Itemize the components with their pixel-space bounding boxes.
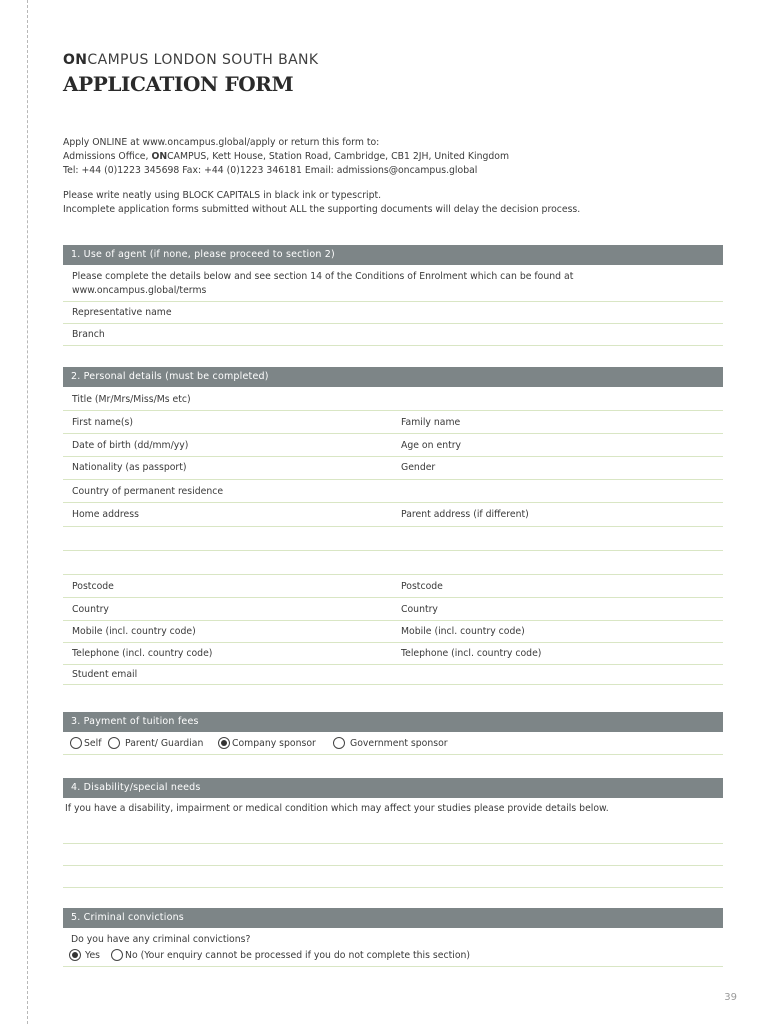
telephone-left-label: Telephone (incl. country code)	[72, 648, 213, 659]
section-5-header: 5. Criminal convictions	[63, 908, 723, 928]
intro-warning: Incomplete application forms submitted without ALL the supporting documents will delay the decision process.	[63, 204, 581, 215]
mobile-left-label: Mobile (incl. country code)	[72, 626, 196, 637]
mobile-row[interactable]	[63, 621, 723, 643]
radio-button-icon[interactable]	[108, 737, 120, 749]
age-label: Age on entry	[401, 440, 462, 451]
section-1-note-link[interactable]: www.oncampus.global/terms	[72, 285, 207, 296]
section-4-header: 4. Disability/special needs	[63, 778, 723, 798]
payment-option-government-sponsor[interactable]: Government sponsor	[333, 737, 448, 749]
section-1-note-line1: Please complete the details below and see section 14 of the Conditions of Enrolment which can be found at	[72, 271, 574, 282]
address-line-3[interactable]	[63, 551, 723, 575]
nationality-label: Nationality (as passport)	[72, 462, 187, 473]
branch-label: Branch	[72, 329, 105, 340]
country-left-label: Country	[72, 604, 109, 615]
payment-option-self[interactable]: Self	[70, 737, 101, 749]
gender-label: Gender	[401, 462, 436, 473]
name-row[interactable]	[63, 411, 723, 434]
payment-option-parent-guardian[interactable]: Parent/ Guardian	[108, 737, 203, 749]
intro-contact: Tel: +44 (0)1223 345698 Fax: +44 (0)1223 346181 Email: admissions@oncampus.global	[63, 165, 478, 176]
title-field[interactable]	[63, 388, 723, 411]
nationality-row[interactable]	[63, 457, 723, 480]
payment-option-company-sponsor[interactable]: Company sponsor	[218, 737, 316, 749]
intro-instructions: Please write neatly using BLOCK CAPITALS in black ink or typescript.	[63, 190, 382, 201]
student-email-label: Student email	[72, 669, 138, 680]
country-right-label: Country	[401, 604, 438, 615]
mobile-right-label: Mobile (incl. country code)	[401, 626, 525, 637]
convictions-option-yes[interactable]: Yes	[69, 949, 100, 961]
tuition-payment-options	[63, 733, 723, 755]
postcode-left-label: Postcode	[72, 581, 114, 592]
postcode-right-label: Postcode	[401, 581, 443, 592]
address-line-2[interactable]	[63, 527, 723, 551]
section-1-header: 1. Use of agent (if none, please proceed to section 2)	[63, 245, 723, 265]
first-name-label: First name(s)	[72, 417, 133, 428]
section-2-header: 2. Personal details (must be completed)	[63, 367, 723, 387]
address-row[interactable]	[63, 503, 723, 527]
criminal-convictions-question: Do you have any criminal convictions?	[71, 934, 251, 945]
branch-field[interactable]	[63, 324, 723, 346]
section-3-header: 3. Payment of tuition fees	[63, 712, 723, 732]
dob-label: Date of birth (dd/mm/yy)	[72, 440, 189, 451]
radio-button-selected-icon[interactable]	[218, 737, 230, 749]
representative-name-field[interactable]	[63, 302, 723, 324]
telephone-right-label: Telephone (incl. country code)	[401, 648, 542, 659]
page-number: 39	[724, 992, 737, 1003]
dob-row[interactable]	[63, 434, 723, 457]
parent-address-label: Parent address (if different)	[401, 509, 529, 520]
home-address-label: Home address	[72, 509, 139, 520]
page-title: APPLICATION FORM	[63, 72, 294, 96]
section-1-note-row	[63, 266, 723, 302]
radio-button-icon[interactable]	[333, 737, 345, 749]
perforation-line	[27, 0, 28, 1024]
intro-apply-online: Apply ONLINE at www.oncampus.global/apply or return this form to:	[63, 137, 380, 148]
telephone-row[interactable]	[63, 643, 723, 665]
radio-button-selected-icon[interactable]	[69, 949, 81, 961]
disability-details-line-2[interactable]	[63, 844, 723, 866]
convictions-option-no[interactable]: No (Your enquiry cannot be processed if you do not complete this section)	[111, 949, 470, 961]
radio-button-icon[interactable]	[111, 949, 123, 961]
postcode-row[interactable]	[63, 575, 723, 598]
country-row[interactable]	[63, 598, 723, 621]
disability-details-line-1[interactable]	[63, 822, 723, 844]
disability-details-line-3[interactable]	[63, 866, 723, 888]
representative-name-label: Representative name	[72, 307, 172, 318]
country-residence-label: Country of permanent residence	[72, 486, 224, 497]
radio-button-icon[interactable]	[70, 737, 82, 749]
family-name-label: Family name	[401, 417, 461, 428]
criminal-convictions-options	[63, 946, 723, 967]
country-residence-field[interactable]	[63, 480, 723, 503]
student-email-field[interactable]	[63, 665, 723, 685]
title-label: Title (Mr/Mrs/Miss/Ms etc)	[72, 394, 191, 405]
disability-note: If you have a disability, impairment or medical condition which may affect your studies please provide details below.	[65, 803, 609, 814]
brand-name: ONCAMPUS LONDON SOUTH BANK	[63, 52, 319, 68]
intro-address: Admissions Office, ONCAMPUS, Kett House, Station Road, Cambridge, CB1 2JH, United Kingdom	[63, 151, 510, 162]
